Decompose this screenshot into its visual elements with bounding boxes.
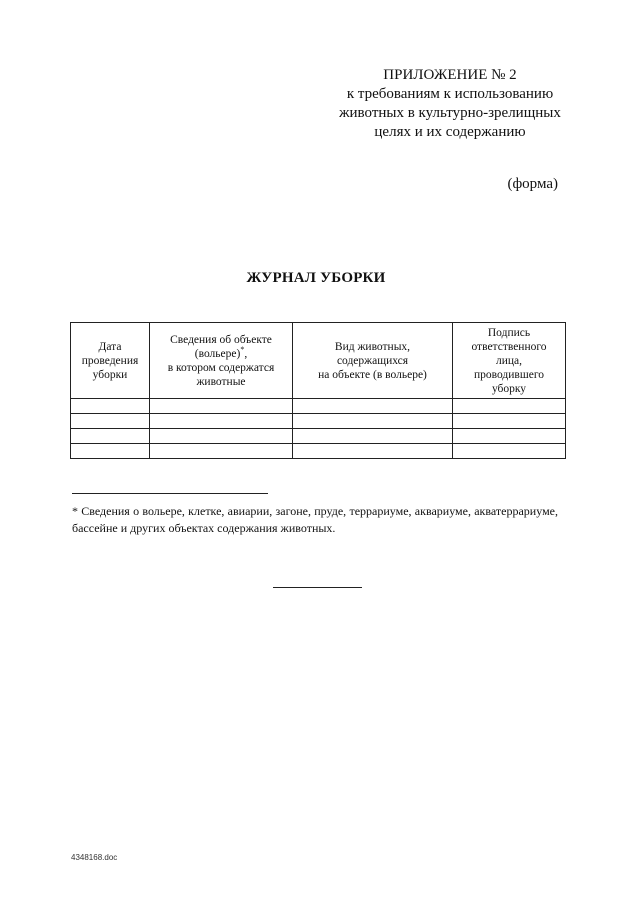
table-cell [71,429,150,444]
doc-filename: 4348168.doc [71,853,118,862]
appendix-line: животных в культурно-зрелищных [339,105,561,121]
appendix-heading [320,66,580,142]
table-cell [453,429,566,444]
header-date: Дата проведения уборки [71,323,150,399]
table-cell [150,414,293,429]
header-signature: Подпись ответственного лица, проводившего уборку [453,323,566,399]
table-cell [71,399,150,414]
form-label: (форма) [507,176,558,192]
appendix-line: целях и их содержанию [374,124,526,140]
table-cell [293,429,453,444]
table-row [71,429,566,444]
table-header-row [71,323,566,399]
table-body [71,399,566,459]
footnote-mark: * [240,344,245,354]
table-cell [293,414,453,429]
table-cell [293,399,453,414]
table-row [71,414,566,429]
table-cell [150,399,293,414]
table-row [71,444,566,459]
page-title: ЖУРНАЛ УБОРКИ [246,270,386,286]
table-cell [293,444,453,459]
footnote-text: * Сведения о вольере, клетке, авиарии, загоне, пруде, террариуме, аквариуме, акватеррариуме, бассейне и других объектах содержания животных. [72,504,558,535]
end-divider [273,587,362,588]
table-cell [150,429,293,444]
table-cell [453,414,566,429]
table-cell [71,444,150,459]
table-cell [453,444,566,459]
table-cell [71,414,150,429]
header-animal-species: Вид животных, содержащихся на объекте (в вольере) [293,323,453,399]
appendix-line: к требованиям к использованию [346,86,554,102]
table-row [71,399,566,414]
cleaning-log-table [70,322,566,459]
appendix-title: ПРИЛОЖЕНИЕ № 2 [383,67,517,83]
table-cell [150,444,293,459]
table-cell [453,399,566,414]
footnote-divider [72,493,268,494]
header-object-info: Сведения об объекте (вольере)*, в котором содержатся животные [150,323,293,399]
